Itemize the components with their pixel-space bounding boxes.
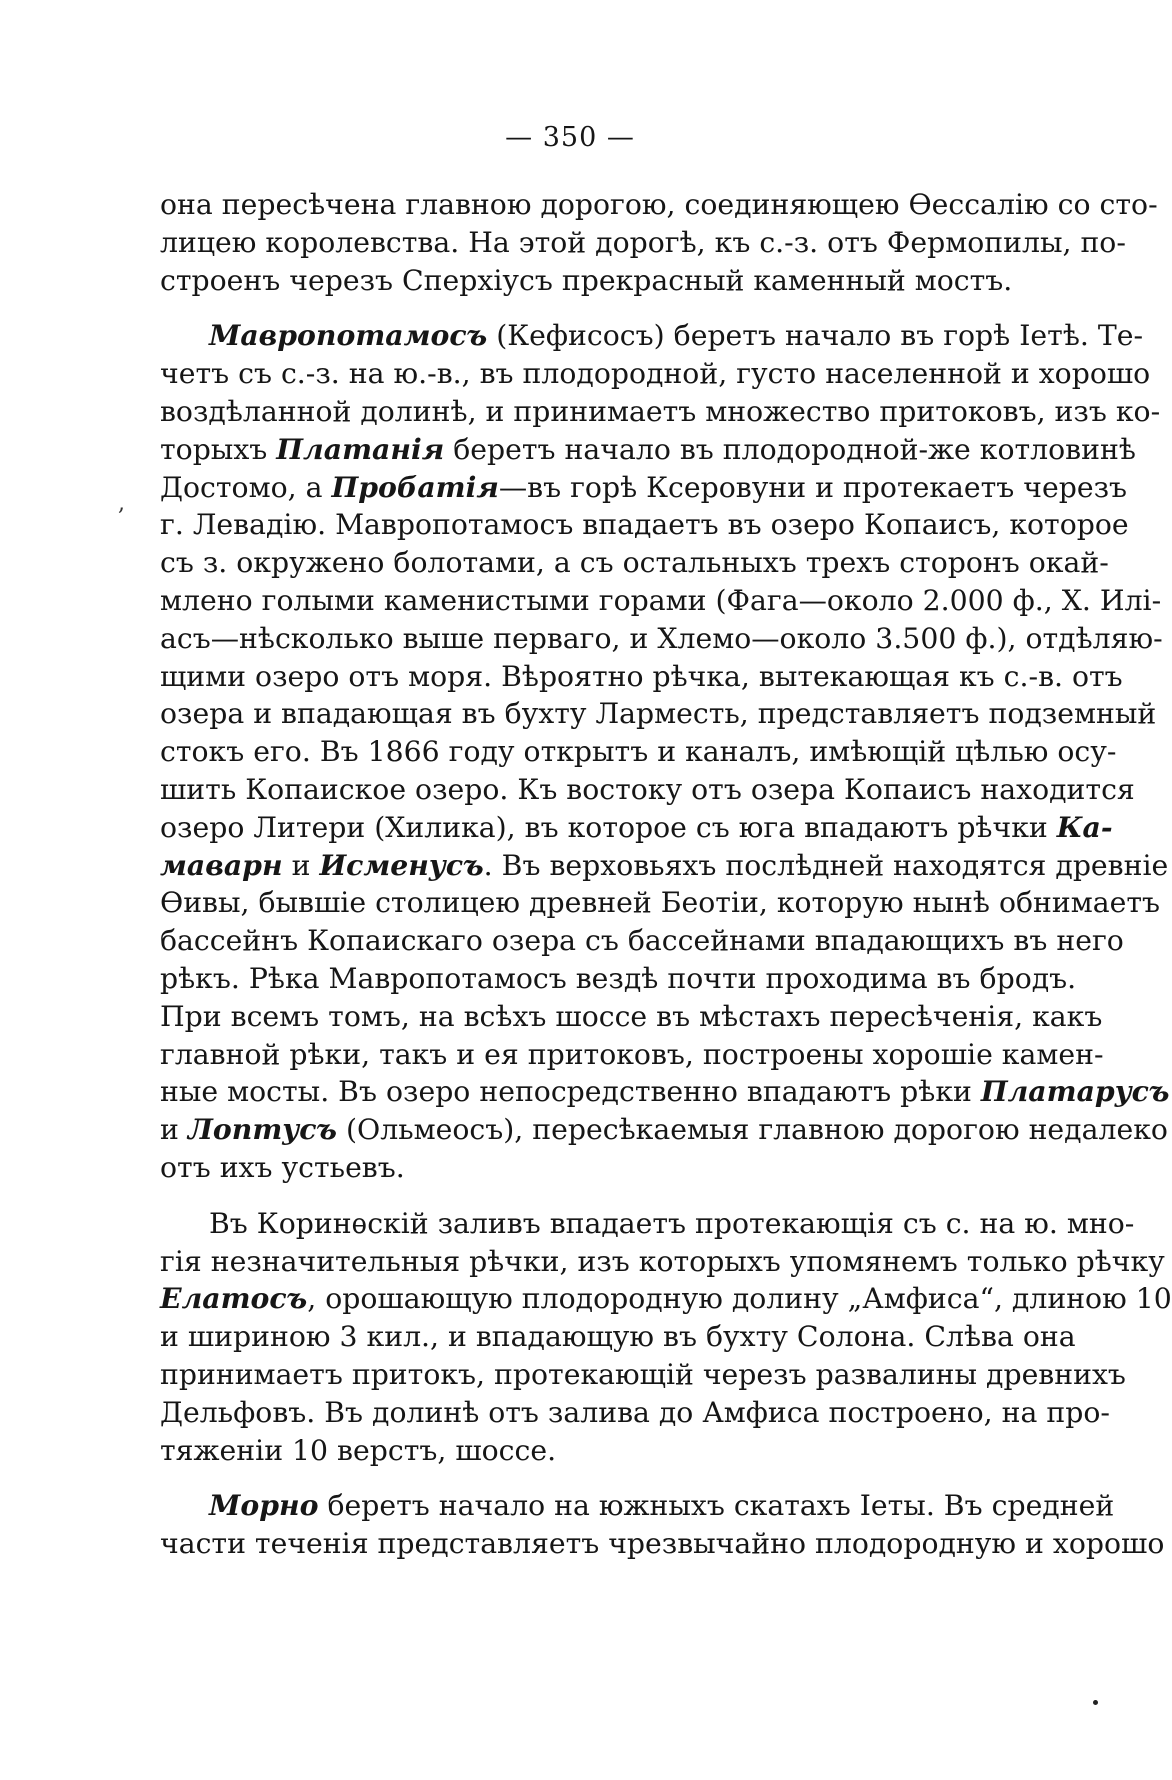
text-run: и: [160, 1113, 188, 1147]
text-line: [160, 1205, 1135, 1243]
text-line: [160, 1432, 1075, 1470]
text-line: [160, 809, 1113, 847]
text-run: рѣкъ. Рѣка Мавропотамосъ вездѣ почти проходима въ бродъ.: [160, 961, 1077, 995]
text-line: [160, 960, 1075, 998]
text-run: Достомо, а: [160, 470, 332, 504]
text-run: и: [282, 848, 320, 882]
text-run: воздѣланной долинѣ, и принимаетъ множество притоковъ, изъ ко-: [160, 394, 1161, 428]
text-line: [160, 884, 1161, 922]
text-line: [160, 431, 1136, 469]
text-run: стокъ его. Въ 1866 году открытъ и каналъ, имѣющій цѣлью осу-: [160, 735, 1117, 769]
paragraph-gap: [160, 299, 1075, 317]
body-text: [160, 186, 1172, 1563]
text-line: [160, 506, 1129, 544]
text-run: щими озеро отъ моря. Вѣроятно рѣчка, вытекающая къ с.-в. отъ: [160, 659, 1123, 693]
text-run: принимаетъ притокъ, протекающій черезъ развалины древнихъ: [160, 1357, 1126, 1391]
text-run: г. Левадію. Мавропотамосъ впадаетъ въ озеро Копаисъ, которое: [160, 508, 1129, 542]
page-number: — 350 —: [505, 122, 635, 153]
text-line: [160, 695, 1157, 733]
text-run: ные мосты. Въ озеро непосредственно впадаютъ рѣки: [160, 1075, 981, 1109]
text-line: [160, 186, 1158, 224]
italic-term: Лоптусъ: [187, 1112, 337, 1147]
text-run: . Въ верховьяхъ послѣдней находятся древніе: [483, 848, 1169, 882]
text-line: [160, 1318, 1075, 1356]
text-line: [160, 658, 1123, 696]
text-line: [160, 1487, 1115, 1525]
text-run: съ з. окружено болотами, а съ остальныхъ трехъ сторонъ окай-: [160, 546, 1109, 580]
text-line: [160, 317, 1144, 355]
text-line: [160, 1356, 1126, 1394]
italic-term: Пробатія: [331, 469, 499, 504]
text-run: четъ съ с.-з. на ю.-в., въ плодородной, густо населенной и хорошо: [160, 357, 1151, 391]
text-run: беретъ начало въ плодородной-же котловинѣ: [444, 432, 1136, 466]
paragraph-gap: [160, 1469, 1075, 1487]
paragraph-gap: [160, 1187, 1075, 1205]
italic-term: Морно: [209, 1488, 319, 1523]
text-run: Ѳивы, бывшіе столицею древней Беотіи, которую нынѣ обнимаетъ: [160, 886, 1161, 920]
text-run: озеро Литери (Хилика), въ которое съ юга впадаютъ рѣчки: [160, 810, 1057, 844]
text-run: —въ горѣ Ксеровуни и протекаетъ черезъ: [498, 470, 1128, 504]
text-line: [160, 469, 1128, 507]
text-run: она пересѣчена главною дорогою, соединяющею Ѳессалію со сто-: [160, 188, 1158, 221]
text-run: При всемъ томъ, на всѣхъ шоссе въ мѣстахъ пересѣченія, какъ: [160, 999, 1103, 1033]
text-line: [160, 1111, 1168, 1149]
text-run: Въ Коринѳскій заливъ впадаетъ протекающія съ с. на ю. мно-: [209, 1206, 1135, 1240]
stray-dot: [1093, 1700, 1098, 1705]
text-line: [160, 224, 1126, 262]
text-run: части теченія представляетъ чрезвычайно плодородную и хорошо: [160, 1527, 1165, 1561]
italic-term: Платарусъ: [980, 1074, 1170, 1109]
text-run: строенъ черезъ Сперхіусъ прекрасный каменный мостъ.: [160, 263, 1013, 297]
text-run: отъ ихъ устьевъ.: [160, 1150, 405, 1184]
text-run: и шириною 3 кил., и впадающую въ бухту Солона. Слѣва она: [160, 1320, 1076, 1354]
italic-term: Елатосъ: [160, 1281, 308, 1316]
text-line: [160, 620, 1163, 658]
text-run: (Кефисосъ) беретъ начало въ горѣ Іетѣ. Те-: [487, 319, 1144, 353]
text-run: беретъ начало на южныхъ скатахъ Іеты. Въ средней: [318, 1489, 1115, 1523]
italic-term: маварн: [160, 847, 283, 882]
text-run: главной рѣки, такъ и ея притоковъ, построены хорошіе камен-: [160, 1037, 1104, 1071]
text-line: [160, 1243, 1165, 1281]
stray-mark: ,: [118, 491, 125, 516]
text-line: [160, 733, 1117, 771]
text-line: [160, 771, 1135, 809]
text-line: [160, 262, 1075, 300]
text-line: [160, 1394, 1110, 1432]
text-line: [160, 1280, 1172, 1318]
text-run: шить Копаиское озеро. Къ востоку отъ озера Копаисъ находится: [160, 772, 1135, 806]
text-run: асъ—нѣсколько выше перваго, и Хлемо—около 3.500 ф.), отдѣляю-: [160, 621, 1163, 655]
text-run: Дельфовъ. Въ долинѣ отъ залива до Амфиса построено, на про-: [160, 1395, 1110, 1429]
text-run: озера и впадающая въ бухту Ларместь, представляетъ подземный: [160, 697, 1157, 731]
text-line: [160, 1525, 1165, 1563]
text-line: [160, 355, 1151, 393]
text-run: торыхъ: [160, 432, 277, 466]
italic-term: Платанія: [276, 431, 445, 466]
text-run: бассейнъ Копаискаго озера съ бассейнами впадающихъ въ него: [160, 924, 1124, 958]
text-line: [160, 922, 1124, 960]
text-run: млено голыми каменистыми горами (Фага—около 2.000 ф., Х. Илі-: [160, 583, 1162, 617]
text-run: лицею королевства. На этой дорогѣ, къ с.-з. отъ Фермопилы, по-: [160, 225, 1126, 259]
text-run: гія незначительныя рѣчки, изъ которыхъ упомянемъ только рѣчку: [160, 1244, 1165, 1278]
text-run: , орошающую плодородную долину „Амфиса“, длиною 10: [307, 1282, 1172, 1316]
italic-term: Мавропотамосъ: [209, 318, 488, 353]
text-line: [160, 1149, 1075, 1187]
text-line: [160, 847, 1169, 885]
text-line: [160, 582, 1162, 620]
text-line: [160, 998, 1103, 1036]
italic-term: Исменусъ: [319, 847, 484, 882]
text-line: [160, 1073, 1170, 1111]
text-line: [160, 1036, 1104, 1074]
text-line: [160, 544, 1109, 582]
text-run: тяженіи 10 верстъ, шоссе.: [160, 1433, 557, 1467]
text-line: [160, 393, 1161, 431]
text-run: (Ольмеосъ), пересѣкаемыя главною дорогою недалеко: [337, 1113, 1168, 1147]
italic-term: Ка-: [1056, 809, 1113, 844]
